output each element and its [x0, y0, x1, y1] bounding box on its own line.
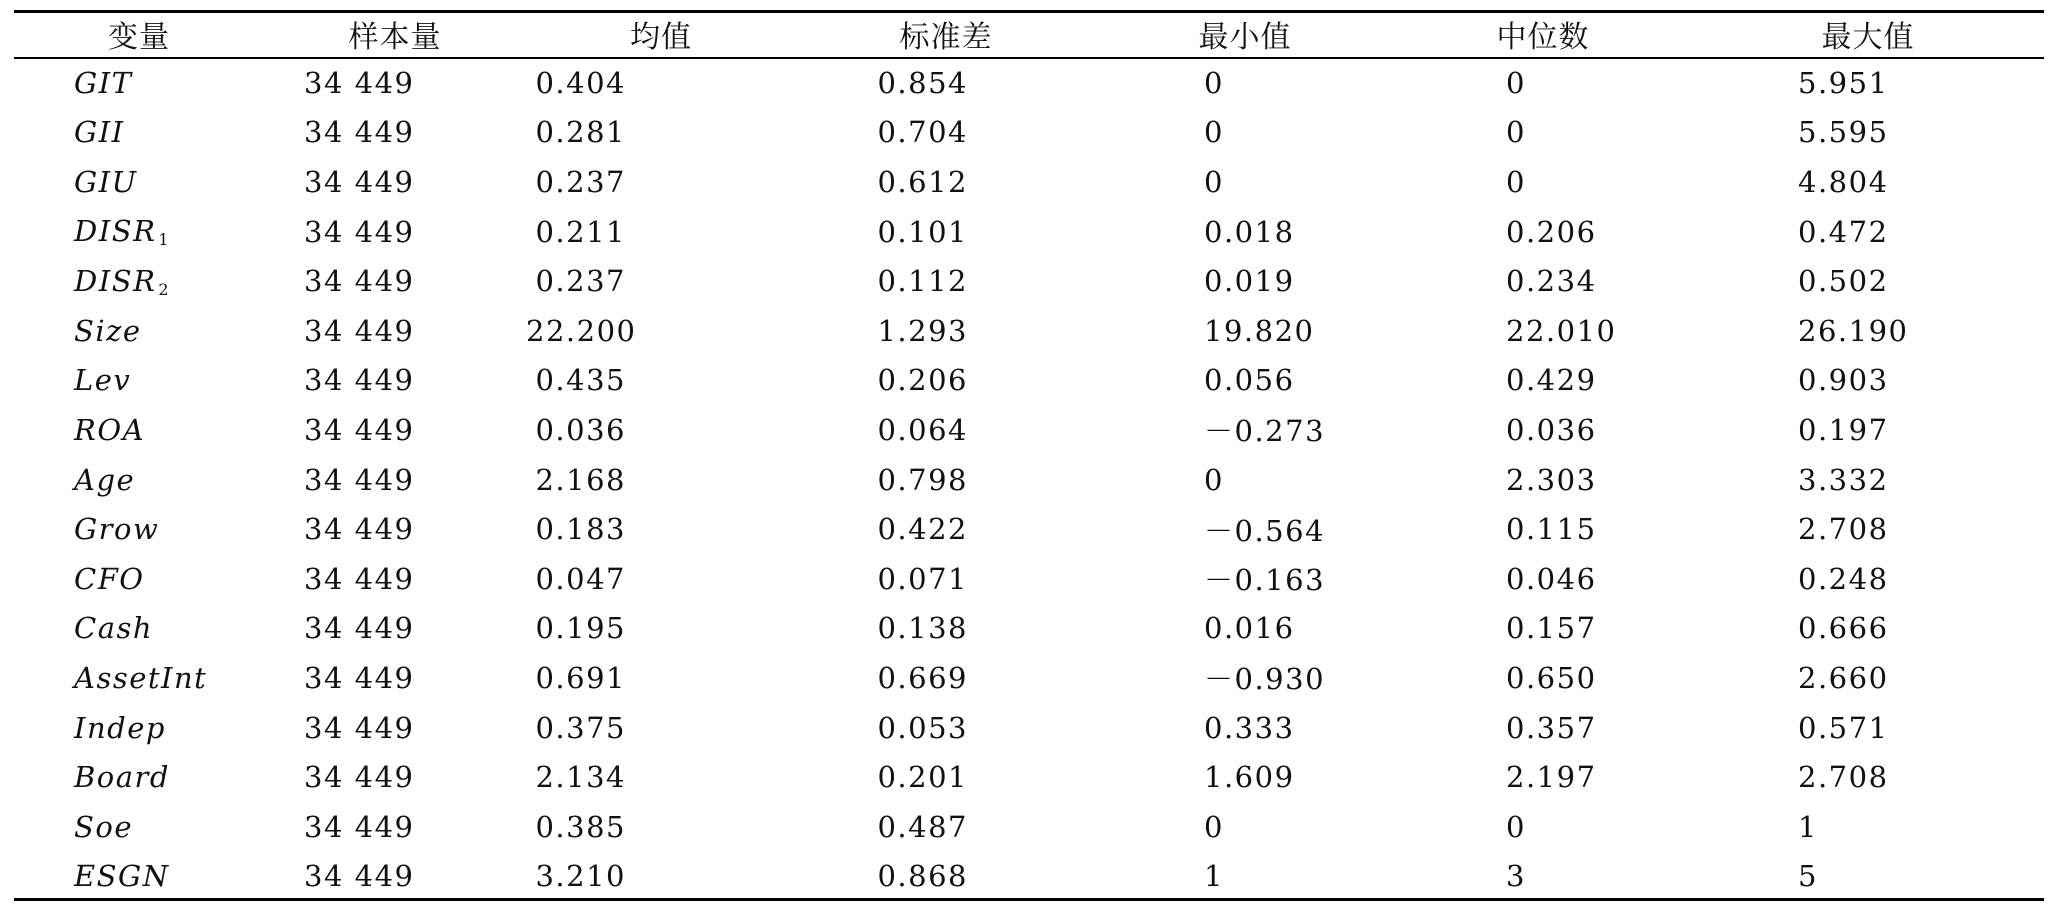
variable-name: GIU [74, 164, 138, 199]
cell-min: －0.273 [1204, 414, 1326, 449]
cell-median: 3 [1506, 859, 1526, 894]
cell-sample-size: 34 449 [304, 660, 415, 695]
cell-mean: 0.211 [535, 214, 626, 249]
table-row [14, 157, 2044, 207]
table-row [14, 653, 2044, 703]
cell-mean: 0.195 [535, 611, 626, 646]
cell-median: 0 [1506, 809, 1526, 844]
table-row [14, 405, 2044, 455]
cell-variable [14, 604, 264, 654]
cell-min: 0 [1204, 462, 1224, 497]
cell-min: 0.333 [1204, 710, 1295, 745]
cell-min: 1 [1204, 859, 1224, 894]
cell-min: 0 [1204, 164, 1224, 199]
cell-sample-size: 34 449 [304, 611, 415, 646]
cell-max: 0.197 [1798, 412, 1889, 447]
cell-mean: 3.210 [535, 859, 626, 894]
cell-mean: 0.404 [535, 65, 626, 100]
cell-max: 5.951 [1798, 65, 1889, 100]
cell-variable [14, 852, 264, 902]
cell-sample-size: 34 449 [304, 65, 415, 100]
cell-std-dev: 0.101 [877, 214, 968, 249]
cell-median: 0.429 [1506, 363, 1597, 398]
cell-max: 2.708 [1798, 760, 1889, 795]
cell-variable [14, 157, 264, 207]
cell-sample-size: 34 449 [304, 164, 415, 199]
variable-name: Size [74, 313, 142, 348]
cell-variable [14, 554, 264, 604]
cell-median: 0.650 [1506, 660, 1597, 695]
cell-mean: 0.281 [535, 115, 626, 150]
cell-sample-size: 34 449 [304, 214, 415, 249]
header-std-dev: 标准差 [899, 20, 993, 55]
cell-min: －0.163 [1204, 563, 1326, 598]
cell-sample-size: 34 449 [304, 809, 415, 844]
cell-std-dev: 0.138 [877, 611, 968, 646]
cell-mean: 0.237 [535, 164, 626, 199]
cell-mean: 0.435 [535, 363, 626, 398]
cell-median: 0.357 [1506, 710, 1597, 745]
cell-std-dev: 1.293 [877, 313, 968, 348]
cell-max: 0.571 [1798, 710, 1889, 745]
cell-median: 0.157 [1506, 611, 1597, 646]
cell-sample-size: 34 449 [304, 264, 415, 299]
cell-std-dev: 0.112 [877, 264, 968, 299]
variable-name: Indep [74, 710, 166, 745]
variable-name: Age [74, 462, 136, 497]
cell-max: 0.472 [1798, 214, 1889, 249]
cell-median: 22.010 [1506, 313, 1617, 348]
cell-std-dev: 0.071 [877, 561, 968, 596]
header-median: 中位数 [1496, 20, 1590, 55]
cell-min: 1.609 [1204, 760, 1295, 795]
table-row [14, 703, 2044, 753]
cell-sample-size: 34 449 [304, 115, 415, 150]
cell-median: 0.206 [1506, 214, 1597, 249]
cell-variable [14, 653, 264, 703]
cell-sample-size: 34 449 [304, 363, 415, 398]
cell-std-dev: 0.798 [877, 462, 968, 497]
cell-median: 0.046 [1506, 561, 1597, 596]
cell-mean: 22.200 [526, 313, 637, 348]
cell-max: 2.660 [1798, 660, 1889, 695]
cell-std-dev: 0.422 [877, 512, 968, 547]
cell-median: 0 [1506, 65, 1526, 100]
cell-median: 0.036 [1506, 412, 1597, 447]
variable-subscript: 1 [158, 230, 171, 250]
cell-min: 0 [1204, 115, 1224, 150]
table-row [14, 802, 2044, 852]
header-row [14, 10, 2044, 58]
cell-variable [14, 306, 264, 356]
cell-max: 2.708 [1798, 512, 1889, 547]
variable-name: DISR [74, 214, 157, 249]
header-mean: 均值 [630, 20, 692, 55]
cell-std-dev: 0.201 [877, 760, 968, 795]
cell-median: 0 [1506, 115, 1526, 150]
cell-median: 0.234 [1506, 264, 1597, 299]
cell-median: 0.115 [1506, 512, 1597, 547]
cell-std-dev: 0.854 [877, 65, 968, 100]
cell-variable [14, 108, 264, 158]
table-row [14, 852, 2044, 902]
cell-std-dev: 0.868 [877, 859, 968, 894]
cell-max: 3.332 [1798, 462, 1889, 497]
table-row [14, 356, 2044, 406]
variable-name: Board [74, 760, 170, 795]
cell-sample-size: 34 449 [304, 412, 415, 447]
cell-min: 19.820 [1204, 313, 1315, 348]
cell-mean: 0.375 [535, 710, 626, 745]
cell-mean: 0.036 [535, 412, 626, 447]
cell-min: 0.056 [1204, 363, 1295, 398]
table-row [14, 752, 2044, 802]
cell-min: －0.930 [1204, 662, 1326, 697]
cell-mean: 0.237 [535, 264, 626, 299]
table-row [14, 554, 2044, 604]
cell-std-dev: 0.206 [877, 363, 968, 398]
variable-name: ESGN [74, 859, 170, 894]
cell-max: 4.804 [1798, 164, 1889, 199]
table-row [14, 306, 2044, 356]
variable-name: GII [74, 115, 125, 150]
header-variable: 变量 [108, 20, 170, 55]
cell-mean: 0.047 [535, 561, 626, 596]
cell-std-dev: 0.487 [877, 809, 968, 844]
table-body [14, 58, 2044, 901]
cell-variable [14, 405, 264, 455]
table-row [14, 504, 2044, 554]
cell-variable [14, 455, 264, 505]
cell-min: 0.018 [1204, 214, 1295, 249]
table-row [14, 455, 2044, 505]
cell-min: 0 [1204, 809, 1224, 844]
table-row [14, 256, 2044, 306]
cell-max: 0.248 [1798, 561, 1889, 596]
table-row [14, 604, 2044, 654]
cell-sample-size: 34 449 [304, 462, 415, 497]
cell-std-dev: 0.669 [877, 660, 968, 695]
table-row [14, 108, 2044, 158]
cell-std-dev: 0.704 [877, 115, 968, 150]
cell-min: 0 [1204, 65, 1224, 100]
table-row [14, 58, 2044, 108]
cell-sample-size: 34 449 [304, 561, 415, 596]
cell-variable [14, 504, 264, 554]
cell-variable [14, 356, 264, 406]
cell-sample-size: 34 449 [304, 512, 415, 547]
variable-name: AssetInt [74, 660, 208, 695]
variable-name: Soe [74, 809, 133, 844]
header-max: 最大值 [1821, 20, 1915, 55]
cell-variable [14, 256, 264, 306]
cell-min: 0.016 [1204, 611, 1295, 646]
cell-mean: 0.183 [535, 512, 626, 547]
cell-sample-size: 34 449 [304, 859, 415, 894]
variable-name: Cash [74, 611, 154, 646]
cell-median: 0 [1506, 164, 1526, 199]
cell-variable [14, 207, 264, 257]
cell-mean: 0.385 [535, 809, 626, 844]
cell-min: －0.564 [1204, 513, 1326, 548]
descriptive-statistics-table [14, 10, 2044, 901]
cell-max: 1 [1798, 809, 1818, 844]
variable-name: GIT [74, 65, 133, 100]
cell-max: 5.595 [1798, 115, 1889, 150]
variable-subscript: 2 [158, 279, 171, 299]
table-row [14, 207, 2044, 257]
cell-variable [14, 58, 264, 108]
cell-max: 26.190 [1798, 313, 1909, 348]
cell-max: 0.666 [1798, 611, 1889, 646]
cell-median: 2.303 [1506, 462, 1597, 497]
variable-name: Grow [74, 512, 160, 547]
header-min: 最小值 [1198, 20, 1292, 55]
header-sample-size: 样本量 [348, 20, 442, 55]
variable-name: ROA [74, 412, 146, 447]
cell-min: 0.019 [1204, 264, 1295, 299]
cell-std-dev: 0.053 [877, 710, 968, 745]
cell-variable [14, 752, 264, 802]
cell-std-dev: 0.612 [877, 164, 968, 199]
cell-max: 0.903 [1798, 363, 1889, 398]
cell-mean: 2.168 [535, 462, 626, 497]
cell-sample-size: 34 449 [304, 313, 415, 348]
cell-max: 0.502 [1798, 264, 1889, 299]
cell-sample-size: 34 449 [304, 710, 415, 745]
cell-variable [14, 802, 264, 852]
cell-std-dev: 0.064 [877, 412, 968, 447]
cell-sample-size: 34 449 [304, 760, 415, 795]
cell-max: 5 [1798, 859, 1818, 894]
variable-name: DISR [74, 263, 157, 298]
cell-mean: 0.691 [535, 660, 626, 695]
cell-variable [14, 703, 264, 753]
cell-median: 2.197 [1506, 760, 1597, 795]
variable-name: CFO [74, 561, 145, 596]
variable-name: Lev [74, 363, 132, 398]
cell-mean: 2.134 [535, 760, 626, 795]
